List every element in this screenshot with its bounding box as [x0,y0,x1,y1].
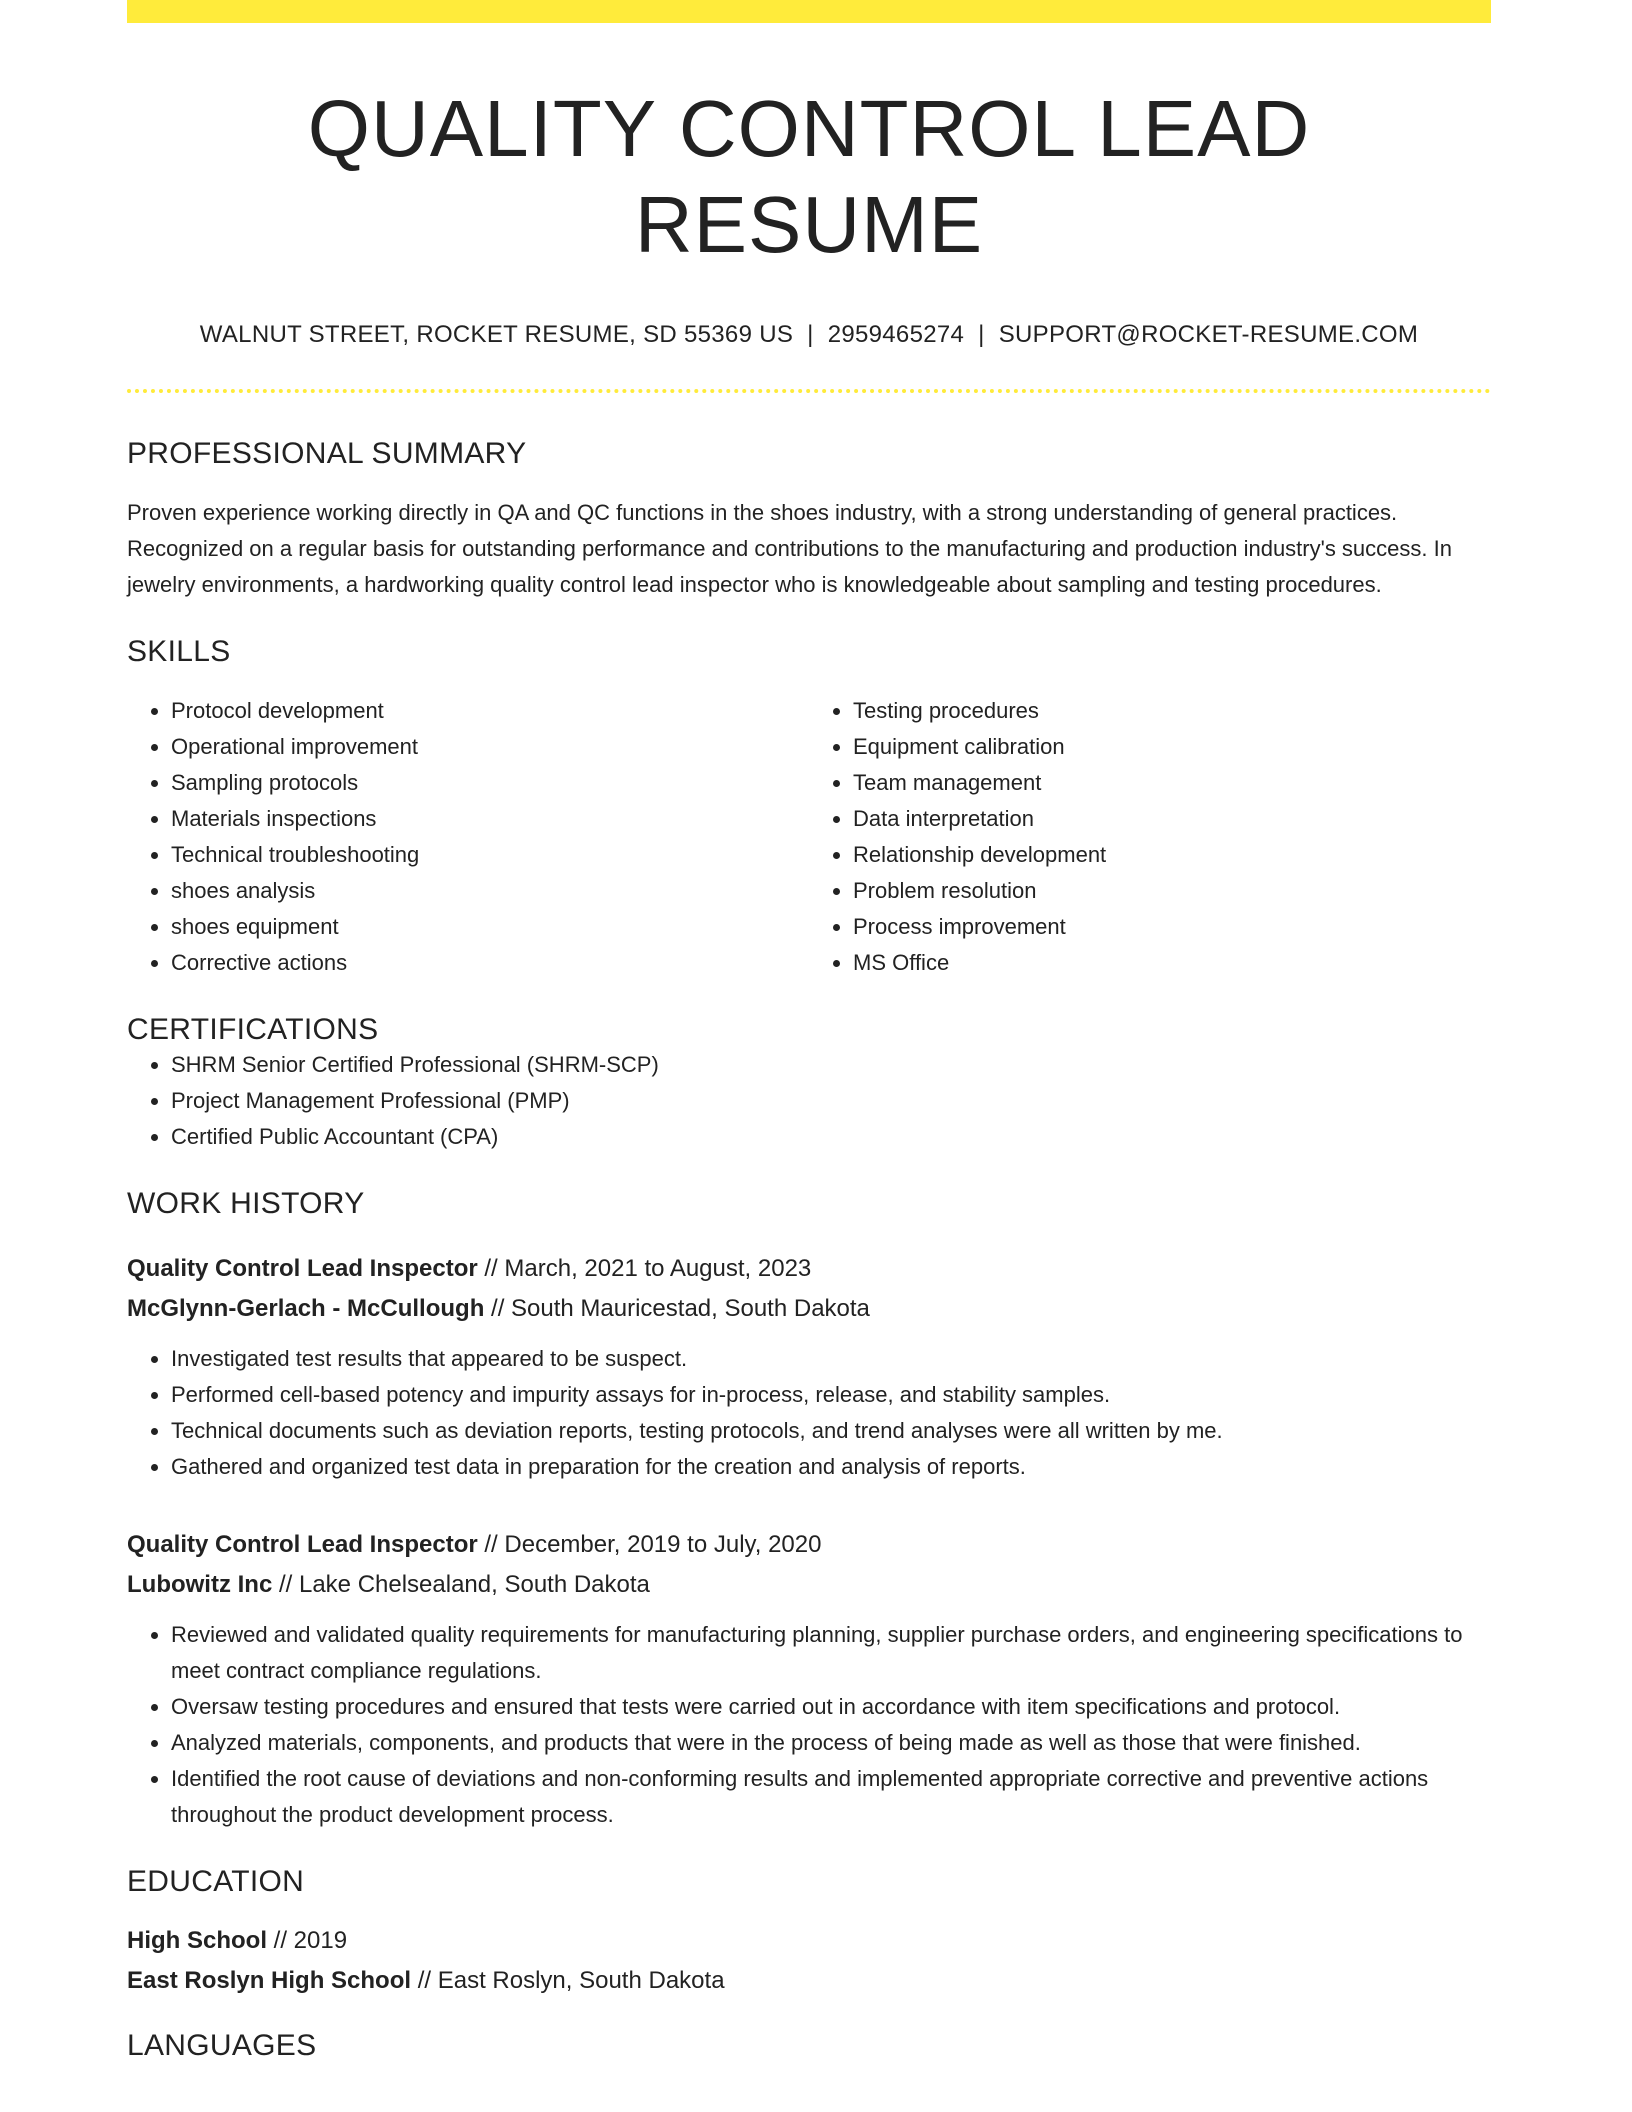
section-title-skills: SKILLS [127,635,231,668]
job-bullets [127,1617,1491,1833]
section-title-certifications: CERTIFICATIONS [127,1013,379,1046]
skills-column-left [127,693,809,981]
contact-line [127,321,1491,349]
section-title-work-history: WORK HISTORY [127,1187,365,1220]
certifications-list [127,1047,1491,1155]
certification-item: • Certified Public Accountant (CPA) [171,1119,1491,1155]
job-bullet: • Reviewed and validated quality requirements for manufacturing planning, supplier purchase orders, and engineering specifications to meet contract compliance regulations. [171,1617,1491,1689]
skill-item: • Testing procedures [853,693,1491,729]
skill-item: • shoes analysis [171,873,809,909]
education-entry [127,1921,1491,2001]
skills-grid [127,693,1491,981]
certification-item: • Project Management Professional (PMP) [171,1083,1491,1119]
education-school-line [127,1961,1491,2001]
job-bullet: • Identified the root cause of deviations and non-conforming results and implemented appropriate corrective and preventive actions throughout the product development process. [171,1761,1491,1833]
skill-item: • shoes equipment [171,909,809,945]
skill-item: • Relationship development [853,837,1491,873]
job-bullet: • Oversaw testing procedures and ensured that tests were carried out in accordance with item specifications and protocol. [171,1689,1491,1725]
job-bullet: • Gathered and organized test data in preparation for the creation and analysis of reports. [171,1449,1491,1485]
education-location: // East Roslyn, South Dakota [411,1967,725,1994]
job-entry [127,1249,1491,1485]
skill-item: • Sampling protocols [171,765,809,801]
certification-item: • SHRM Senior Certified Professional (SHRM-SCP) [171,1047,1491,1083]
contact-email: SUPPORT@ROCKET-RESUME.COM [998,321,1419,348]
job-dates: // March, 2021 to August, 2023 [477,1255,812,1282]
resume-title: QUALITY CONTROL LEAD RESUME [307,84,1311,269]
job-location: // South Mauricestad, South Dakota [484,1295,870,1322]
resume-page [127,0,1491,2063]
skills-list-left [127,693,809,981]
dotted-divider [127,389,1491,393]
job-bullets [127,1341,1491,1485]
summary-text: Proven experience working directly in QA and QC functions in the shoes industry, with a strong understanding of general practices. Recognized on a regular basis for outstanding performance and contributions to the manufacturing and production industry's success. In jewelry environments, a hardworking quality control lead inspector who is knowledgeable about sampling and testing procedures. [127,500,1452,597]
job-bullet: • Investigated test results that appeared to be suspect. [171,1341,1491,1377]
job-role: Quality Control Lead Inspector [127,1255,478,1282]
job-role: Quality Control Lead Inspector [127,1531,478,1558]
job-bullet: • Analyzed materials, components, and products that were in the process of being made as well as those that were finished. [171,1725,1491,1761]
skill-item: • Operational improvement [171,729,809,765]
education-year: // 2019 [267,1927,348,1954]
skill-item: • Protocol development [171,693,809,729]
education-degree-line [127,1921,1491,1961]
section-title-summary: PROFESSIONAL SUMMARY [127,437,527,470]
job-role-line [127,1249,1491,1289]
job-bullet: • Technical documents such as deviation reports, testing protocols, and trend analyses were all written by me. [171,1413,1491,1449]
section-title-education: EDUCATION [127,1865,305,1898]
skill-item: • Corrective actions [171,945,809,981]
job-company: McGlynn-Gerlach - McCullough [127,1295,485,1322]
section-title-languages: LANGUAGES [127,2029,317,2062]
job-company-line [127,1289,1491,1329]
skill-item: • Technical troubleshooting [171,837,809,873]
skill-item: • Materials inspections [171,801,809,837]
skill-item: • Process improvement [853,909,1491,945]
contact-separator: | [978,321,985,348]
job-company: Lubowitz Inc [127,1571,273,1598]
skill-item: • Problem resolution [853,873,1491,909]
contact-address: WALNUT STREET, ROCKET RESUME, SD 55369 US [199,321,794,348]
job-dates: // December, 2019 to July, 2020 [477,1531,822,1558]
job-entry [127,1525,1491,1833]
job-company-line [127,1565,1491,1605]
top-accent-bar [127,0,1491,23]
skill-item: • MS Office [853,945,1491,981]
job-location: // Lake Chelsealand, South Dakota [272,1571,650,1598]
education-school: East Roslyn High School [127,1967,412,1994]
skills-list-right [809,693,1491,981]
job-bullet: • Performed cell-based potency and impurity assays for in-process, release, and stability samples. [171,1377,1491,1413]
job-role-line [127,1525,1491,1565]
skill-item: • Equipment calibration [853,729,1491,765]
skills-column-right [809,693,1491,981]
education-degree: High School [127,1927,267,1954]
skill-item: • Team management [853,765,1491,801]
skill-item: • Data interpretation [853,801,1491,837]
contact-separator: | [807,321,814,348]
contact-phone: 2959465274 [827,321,965,348]
